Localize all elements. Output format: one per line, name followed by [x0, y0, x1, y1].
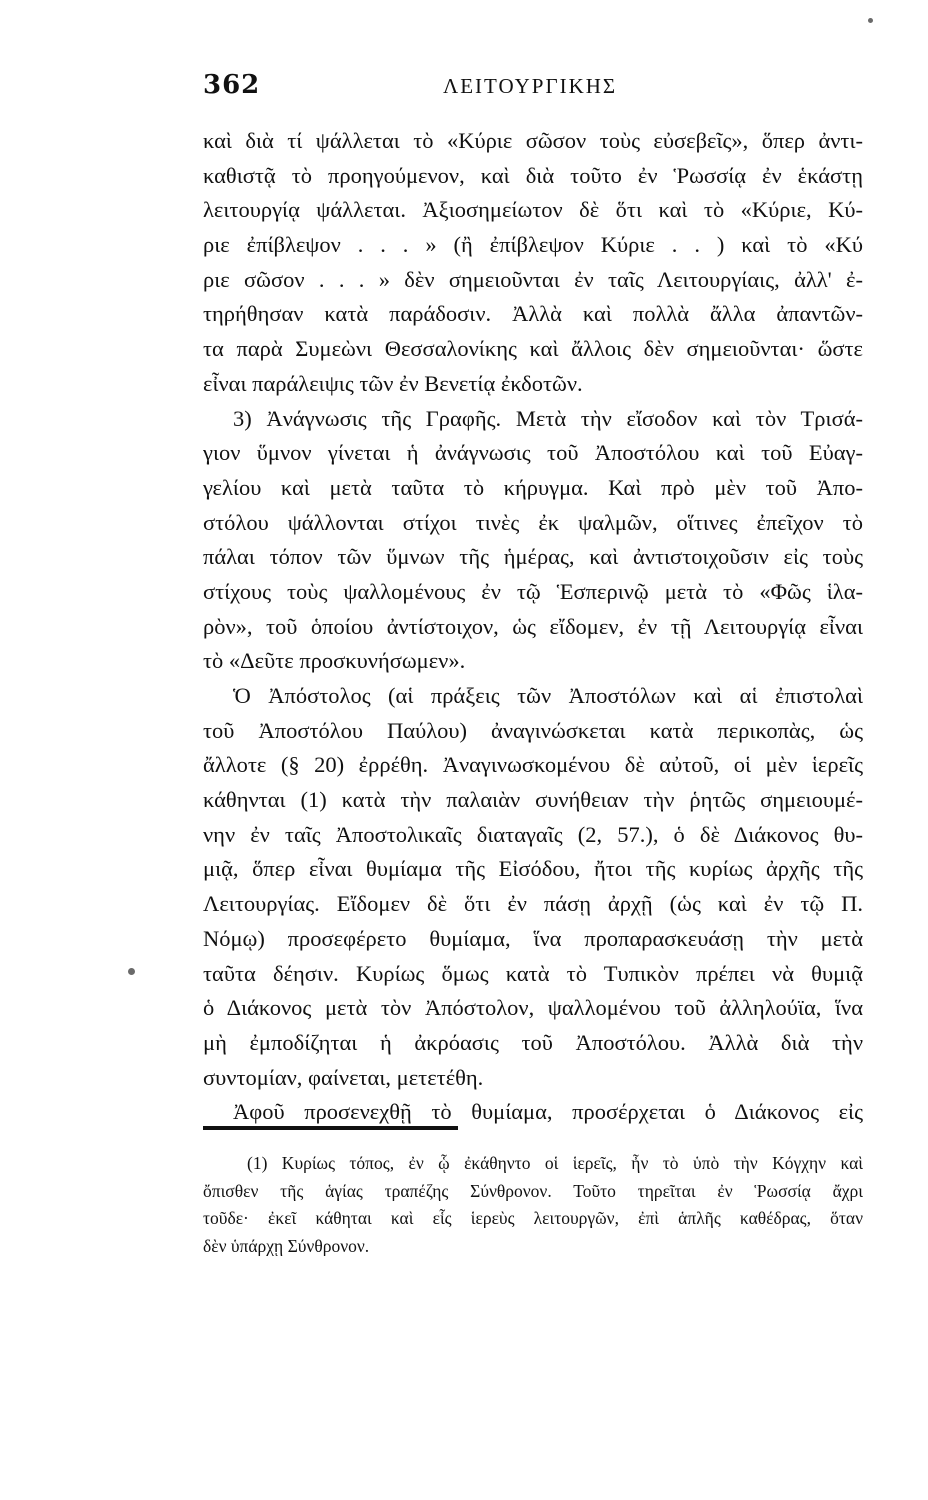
text-line: κάθηνται (1) κατὰ τὴν παλαιὰν συνήθειαν τὴν ῥητῶς σημειουμέ-	[203, 787, 863, 813]
footnote-line: (1) Κυρίως τόπος, ἐν ᾧ ἐκάθηντο οἱ ἱερεῖς, ἦν τὸ ὑπὸ τὴν Κόγχην καὶ	[247, 1153, 863, 1173]
ink-speck	[868, 18, 873, 23]
text-line: γελίου καὶ μετὰ ταῦτα τὸ κήρυγμα. Καὶ πρὸ μὲν τοῦ Ἀπο-	[203, 474, 863, 500]
text-line: νην ἐν ταῖς Ἀποστολικαῖς διαταγαῖς (2, 57.), ὁ δὲ Διάκονος θυ-	[203, 821, 863, 847]
text-line: μὴ ἐμποδίζηται ἡ ἀκρόασις τοῦ Ἀποστόλου. Ἀλλὰ διὰ τὴν	[203, 1029, 863, 1055]
running-title: ΛΕΙΤΟΥΡΓΙΚΗΣ	[443, 74, 618, 98]
text-line: ὁ Διάκονος μετὰ τὸν Ἀπόστολον, ψαλλομένου τοῦ ἀλληλούϊα, ἵνα	[203, 995, 863, 1021]
text-line: τοῦ Ἀποστόλου Παύλου) ἀναγινώσκεται κατὰ περικοπὰς, ὡς	[203, 717, 863, 743]
text-line: Νόμῳ) προσεφέρετο θυμίαμα, ἵνα προπαρασκευάσῃ τὴν μετὰ	[203, 925, 863, 951]
text-line: πάλαι τόπον τῶν ὕμνων τῆς ἡμέρας, καὶ ἀντιστοιχοῦσιν εἰς τοὺς	[203, 544, 863, 570]
page-number: 362	[203, 70, 261, 100]
footnote-rule	[203, 1126, 458, 1130]
text-line: Ὁ Ἀπόστολος (αἱ πράξεις τῶν Ἀποστόλων καὶ αἱ ἐπιστολαὶ	[233, 683, 863, 708]
body-text	[203, 124, 863, 1130]
footnotes	[203, 1150, 863, 1260]
text-line: Ἀφοῦ προσενεχθῇ τὸ θυμίαμα, προσέρχεται ὁ Διάκονος εἰς	[233, 1099, 863, 1125]
section-heading-line: 3) Ἀνάγνωσις τῆς Γραφῆς. Μετὰ τὴν εἴσοδον καὶ τὸν Τρισά-	[233, 405, 863, 431]
text-line: καθιστᾷ τὸ προηγούμενον, καὶ διὰ τοῦτο ἐν Ῥωσσίᾳ ἐν ἑκάστῃ	[203, 162, 863, 188]
text-line: ριε ἐπίβλεψον . . . » (ἢ ἐπίβλεψον Κύριε . . ) καὶ τὸ «Κύ	[203, 232, 863, 258]
text-line: στόλου ψάλλονται στίχοι τινὲς ἐκ ψαλμῶν, οἵτινες ἐπεῖχον τὸ	[203, 509, 863, 535]
text-line: τα παρὰ Συμεὼνι Θεσσαλονίκης καὶ ἄλλοις δὲν σημειοῦνται· ὥστε	[203, 336, 863, 362]
text-line: Λειτουργίας. Εἴδομεν δὲ ὅτι ἐν πάσῃ ἀρχῇ (ὡς καὶ ἐν τῷ Π.	[203, 891, 863, 917]
footnote-line: ὄπισθεν τῆς ἁγίας τραπέζης Σύνθρονον. Τοῦτο τηρεῖται ἐν Ῥωσσίᾳ ἄχρι	[203, 1180, 863, 1201]
text-line: ρὸν», τοῦ ὁποίου ἀντίστοιχον, ὡς εἴδομεν, ἐν τῇ Λειτουργίᾳ εἶναι	[203, 613, 863, 639]
text-line: καὶ διὰ τί ψάλλεται τὸ «Κύριε σῶσον τοὺς εὐσεβεῖς», ὅπερ ἀντι-	[203, 128, 863, 153]
text-line: στίχους τοὺς ψαλλομένους ἐν τῷ Ἑσπερινῷ μετὰ τὸ «Φῶς ἱλα-	[203, 578, 863, 604]
footnote-line: δὲν ὑπάρχῃ Σύνθρονον.	[203, 1235, 370, 1256]
text-line: τὸ «Δεῦτε προσκυνήσωμεν».	[203, 648, 466, 674]
text-line: ἄλλοτε (§ 20) ἐρρέθη. Ἀναγινωσκομένου δὲ αὐτοῦ, οἱ μὲν ἱερεῖς	[203, 752, 863, 778]
text-line: λειτουργίᾳ ψάλλεται. Ἀξιοσημείωτον δὲ ὅτι καὶ τὸ «Κύριε, Κύ-	[203, 197, 863, 223]
running-head	[203, 70, 863, 110]
footnote-line: τοῦδε· ἐκεῖ κάθηται καὶ εἷς ἱερεὺς λειτουργῶν, ἐπὶ ἁπλῆς καθέδρας, ὅταν	[203, 1208, 863, 1228]
text-line: ριε σῶσον . . . » δὲν σημειοῦνται ἐν ταῖς Λειτουργίαις, ἀλλ' ἐ-	[203, 266, 863, 292]
ink-speck	[128, 968, 135, 975]
text-line: γιον ὕμνον γίνεται ἡ ἀνάγνωσις τοῦ Ἀποστόλου καὶ τοῦ Εὐαγ-	[203, 440, 863, 466]
text-line: συντομίαν, φαίνεται, μετετέθη.	[203, 1064, 484, 1090]
text-line: εἶναι παράλειψις τῶν ἐν Βενετίᾳ ἐκδοτῶν.	[203, 370, 583, 396]
text-line: μιᾷ, ὅπερ εἶναι θυμίαμα τῆς Εἰσόδου, ἤτοι τῆς κυρίως ἀρχῆς τῆς	[203, 856, 863, 882]
text-line: τηρήθησαν κατὰ παράδοσιν. Ἀλλὰ καὶ πολλὰ ἄλλα ἀπαντῶν-	[203, 301, 863, 327]
text-line: ταῦτα δέησιν. Κυρίως ὅμως κατὰ τὸ Τυπικὸν πρέπει νὰ θυμιᾷ	[203, 960, 863, 986]
